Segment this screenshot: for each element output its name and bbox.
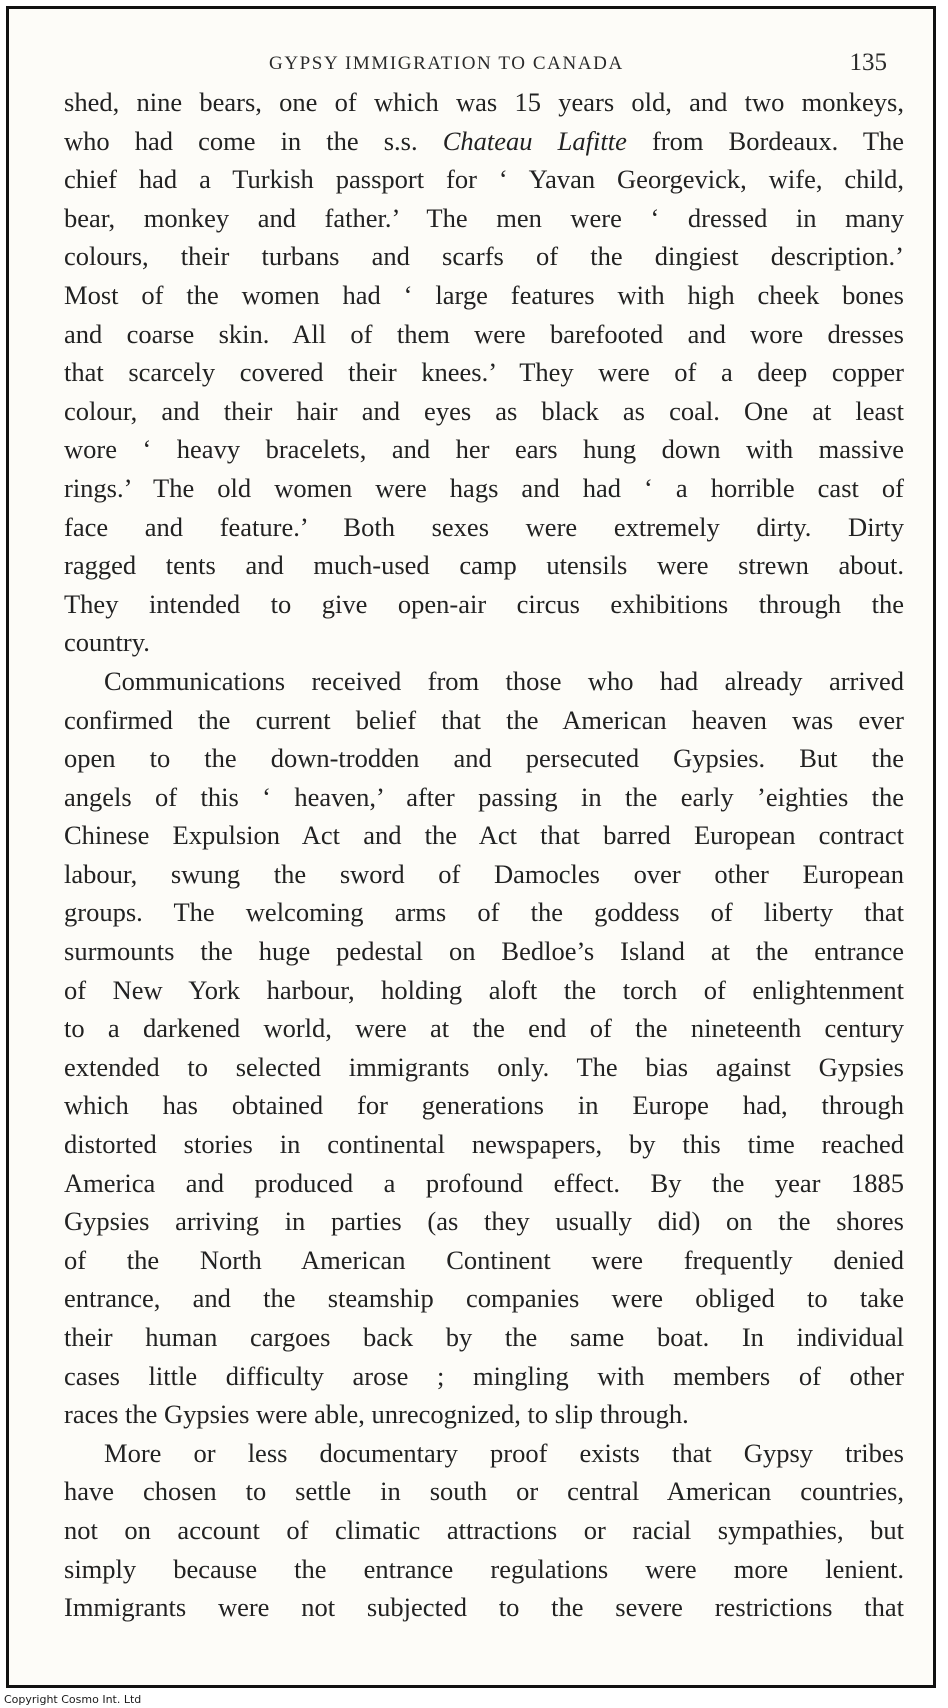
text-line: distorted stories in continental newspapers, by this time reached	[64, 1129, 904, 1160]
text-line: extended to selected immigrants only. The bias against Gypsies	[64, 1051, 904, 1082]
text-line: labour, swung the sword of Damocles over other European	[64, 858, 904, 889]
text-line: bear, monkey and father.’ The men were ‘ dressed in many	[64, 202, 904, 233]
text-line: races the Gypsies were able, unrecognized, to slip through.	[64, 1399, 689, 1430]
paragraph-3	[64, 1434, 904, 1627]
text-line: Most of the women had ‘ large features with high cheek bones	[64, 279, 904, 310]
text-line: wore ‘ heavy bracelets, and her ears hung down with massive	[64, 434, 904, 465]
text-line: entrance, and the steamship companies were obliged to take	[64, 1283, 904, 1314]
text-line	[64, 122, 904, 161]
text-line: confirmed the current belief that the American heaven was ever	[64, 704, 904, 735]
text-line: simply because the entrance regulations were more lenient.	[64, 1553, 904, 1584]
body-text	[64, 83, 904, 1627]
text-line: have chosen to settle in south or central American countries,	[64, 1476, 904, 1507]
text-line: More or less documentary proof exists that Gypsy tribes	[104, 1437, 904, 1468]
copyright-notice: Copyright Cosmo Int. Ltd	[4, 1693, 142, 1706]
paragraph-1	[64, 83, 904, 662]
text-line: colours, their turbans and scarfs of the dingiest description.’	[64, 241, 904, 272]
ship-name: Chateau Lafitte	[442, 125, 627, 156]
text-line: chief had a Turkish passport for ‘ Yavan Georgevick, wife, child,	[64, 164, 904, 195]
text-line: ragged tents and much-used camp utensils were strewn about.	[64, 550, 904, 581]
paragraph-2	[64, 662, 904, 1434]
text-line: open to the down-trodden and persecuted Gypsies. But the	[64, 743, 904, 774]
running-title: GYPSY IMMIGRATION TO CANADA	[269, 53, 624, 74]
text-line: cases little difficulty arose ; mingling with members of other	[64, 1360, 904, 1391]
text-line: of the North American Continent were frequently denied	[64, 1244, 904, 1275]
page-number: 135	[849, 49, 887, 76]
text-line: and coarse skin. All of them were barefooted and wore dresses	[64, 318, 904, 349]
text-line: which has obtained for generations in Europe had, through	[64, 1090, 904, 1121]
text-line: colour, and their hair and eyes as black as coal. One at least	[64, 395, 904, 426]
text-line: Communications received from those who had already arrived	[104, 665, 904, 696]
text-line: Immigrants were not subjected to the severe restrictions that	[64, 1592, 904, 1623]
text-line: their human cargoes back by the same boat. In individual	[64, 1322, 904, 1352]
text-line: America and produced a profound effect. By the year 1885	[64, 1167, 904, 1198]
text-line: groups. The welcoming arms of the goddess of liberty that	[64, 897, 904, 928]
text-line: shed, nine bears, one of which was 15 years old, and two monkeys,	[64, 87, 904, 117]
text-line: face and feature.’ Both sexes were extremely dirty. Dirty	[64, 511, 904, 542]
text-line: of New York harbour, holding aloft the torch of enlightenment	[64, 974, 904, 1005]
text-line: to a darkened world, were at the end of the nineteenth century	[64, 1013, 904, 1044]
text-line: country.	[64, 627, 150, 658]
page-frame	[6, 6, 936, 1688]
text-line: not on account of climatic attractions or racial sympathies, but	[64, 1514, 904, 1545]
text-line: They intended to give open-air circus exhibitions through the	[64, 588, 904, 619]
text-line: surmounts the huge pedestal on Bedloe’s Island at the entrance	[64, 936, 904, 967]
text-segment: from Bordeaux. The	[651, 125, 905, 156]
text-line: angels of this ‘ heaven,’ after passing in the early ’eighties the	[64, 781, 904, 812]
text-line: rings.’ The old women were hags and had ‘ a horrible cast of	[64, 472, 904, 503]
text-line: that scarcely covered their knees.’ They were of a deep copper	[64, 357, 904, 388]
text-segment: who had come in the s.s.	[64, 125, 418, 156]
text-line: Gypsies arriving in parties (as they usually did) on the shores	[64, 1206, 904, 1237]
text-line: Chinese Expulsion Act and the Act that barred European contract	[64, 820, 904, 851]
